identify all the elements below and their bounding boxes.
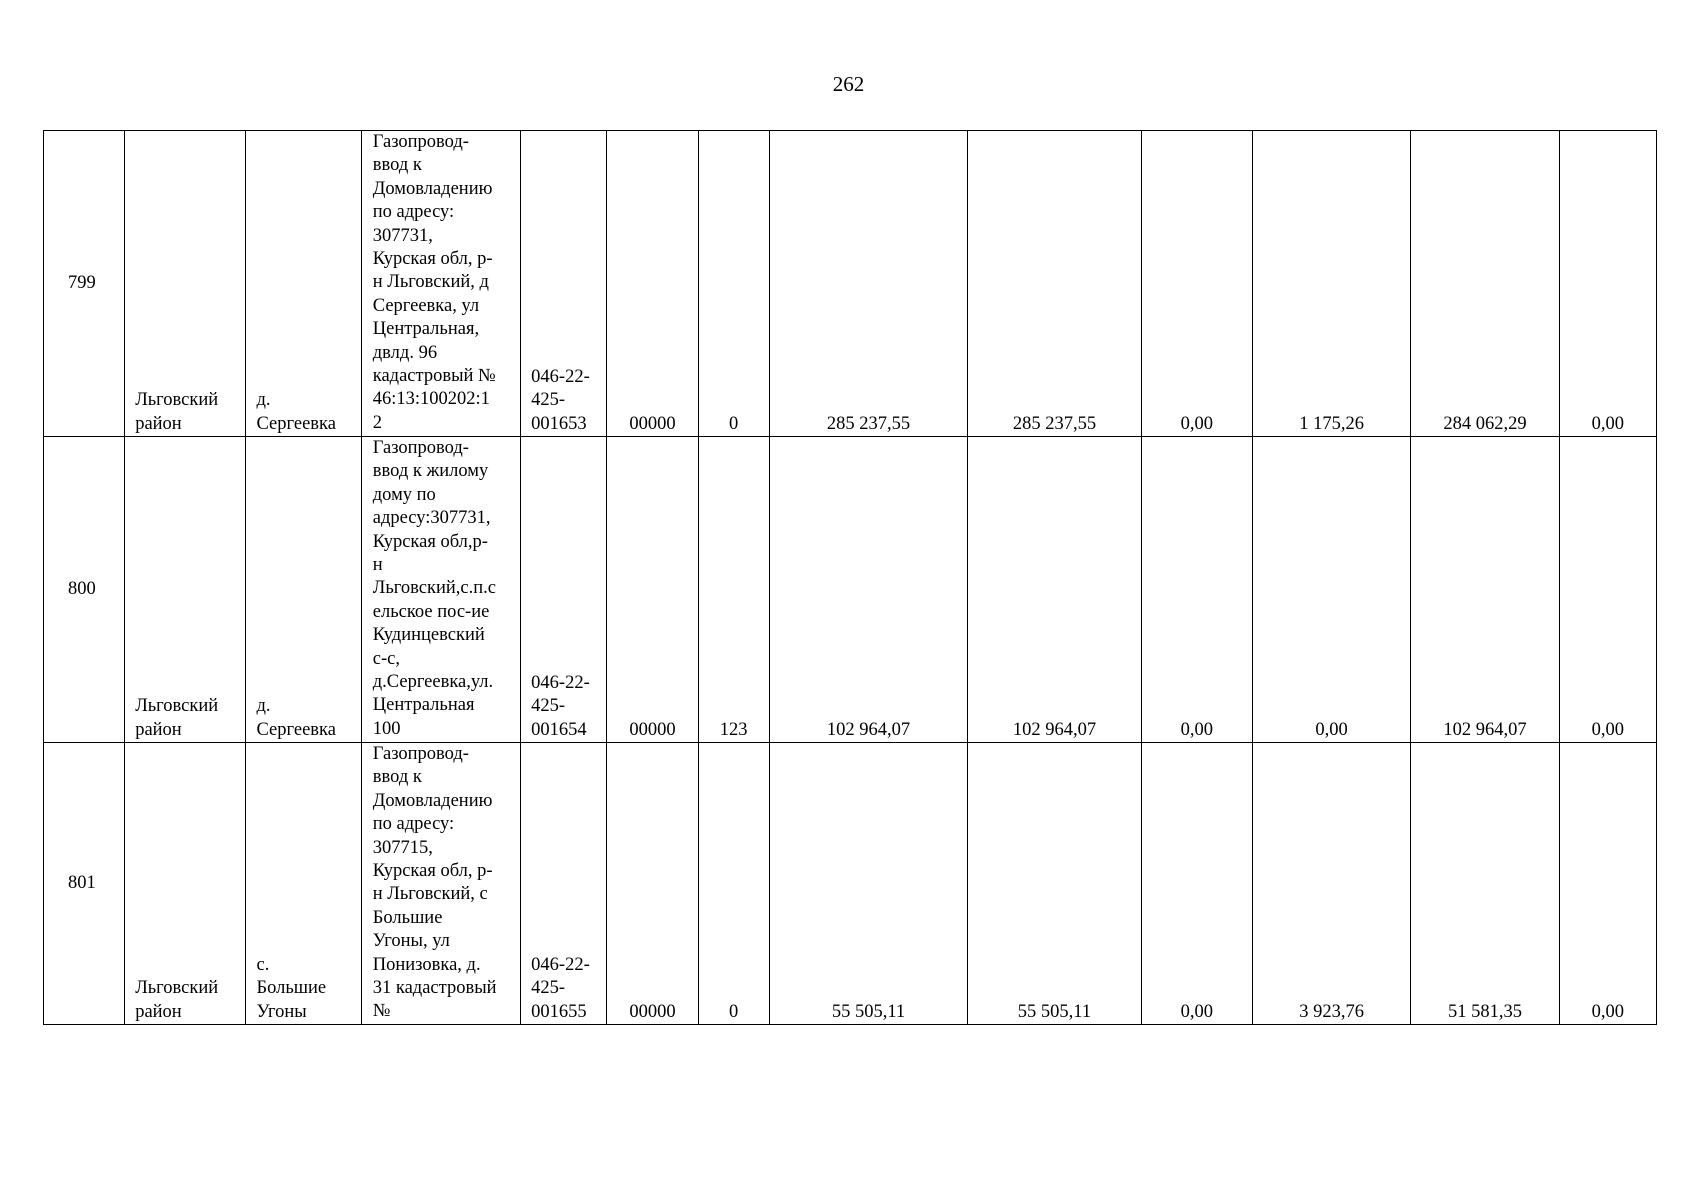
amount-cell [769, 743, 967, 1025]
amount-cell [968, 437, 1141, 743]
settlement-text: д. Сергеевка [256, 390, 336, 434]
amount-text: 102 964,07 [826, 719, 911, 740]
amount-text: 0,00 [1180, 1001, 1213, 1022]
district-text: Льговский район [135, 696, 219, 740]
quantity-text: 123 [719, 719, 748, 740]
amount-cell [1252, 743, 1410, 1025]
amount-text: 51 581,35 [1447, 1001, 1522, 1022]
code-cell [607, 743, 698, 1025]
amount-cell [968, 743, 1141, 1025]
inventory-code-text: 046-22- 425- 001653 [531, 366, 590, 434]
district-text: Льговский район [135, 978, 219, 1022]
row-number-cell [44, 131, 125, 437]
amount-text: 102 964,07 [1443, 719, 1527, 740]
row-number-text: 799 [68, 272, 96, 293]
code-cell [607, 437, 698, 743]
amount-cell [1252, 131, 1410, 437]
amount-text: 3 923,76 [1299, 1001, 1364, 1022]
object-name-cell [361, 131, 520, 437]
amount-text: 1 175,26 [1299, 413, 1364, 434]
settlement-cell [246, 743, 361, 1025]
object-name-text: Газопровод- ввод к жилому дому по адресу:307731, Курская обл,р- н Льговский,с.п.с ельское пос-ие Кудинцевский с-с, д.Сергеевка,ул. Центральная 100 [372, 438, 496, 739]
amount-cell [1141, 131, 1252, 437]
inventory-code-cell [521, 437, 607, 743]
amount-text: 55 505,11 [1017, 1001, 1092, 1022]
district-cell [125, 437, 246, 743]
object-name-cell [361, 437, 520, 743]
amount-text: 284 062,29 [1443, 413, 1527, 434]
amount-text: 0,00 [1180, 413, 1213, 434]
amount-text: 285 237,55 [1012, 413, 1097, 434]
quantity-cell [698, 131, 769, 437]
object-name-cell [361, 743, 520, 1025]
row-number-text: 801 [68, 872, 96, 893]
district-text: Льговский район [135, 390, 219, 434]
code-text: 00000 [629, 1001, 676, 1022]
amount-cell [1559, 437, 1656, 743]
amount-cell [1252, 437, 1410, 743]
quantity-cell [698, 437, 769, 743]
amount-cell [1141, 437, 1252, 743]
page-number: 262 [832, 72, 865, 96]
amount-cell [1411, 743, 1559, 1025]
amount-cell [1559, 131, 1656, 437]
amount-text: 0,00 [1315, 719, 1348, 740]
object-name-text: Газопровод- ввод к Домовладению по адресу: 307731, Курская обл, р- н Льговский, д Сергеевка, ул Центральная, двлд. 96 кадастровый № 46:13:100202:1 2 [372, 132, 496, 433]
row-number-text: 800 [68, 578, 96, 599]
settlement-text: с. Большие Угоны [256, 954, 327, 1022]
amount-text: 0,00 [1591, 719, 1625, 740]
table-row [44, 131, 1657, 437]
quantity-cell [698, 743, 769, 1025]
amount-text: 285 237,55 [826, 413, 911, 434]
amount-cell [769, 437, 967, 743]
inventory-code-text: 046-22- 425- 001654 [531, 672, 590, 740]
quantity-text: 0 [729, 413, 739, 434]
inventory-code-cell [521, 743, 607, 1025]
district-cell [125, 131, 246, 437]
amount-text: 102 964,07 [1012, 719, 1097, 740]
quantity-text: 0 [729, 1001, 739, 1022]
code-cell [607, 131, 698, 437]
amount-cell [1141, 743, 1252, 1025]
inventory-code-text: 046-22- 425- 001655 [531, 954, 590, 1022]
table-row [44, 743, 1657, 1025]
amount-text: 0,00 [1591, 1001, 1625, 1022]
district-cell [125, 743, 246, 1025]
settlement-cell [246, 437, 361, 743]
code-text: 00000 [629, 719, 676, 740]
code-text: 00000 [629, 413, 676, 434]
amount-text: 55 505,11 [831, 1001, 906, 1022]
amount-cell [769, 131, 967, 437]
row-number-cell [44, 743, 125, 1025]
amount-cell [1411, 131, 1559, 437]
object-name-text: Газопровод- ввод к Домовладению по адресу: 307715, Курская обл, р- н Льговский, с Большие Угоны, ул Понизовка, д. 31 кадастровый № [372, 744, 497, 1022]
amount-cell [1559, 743, 1656, 1025]
register-table-body [44, 131, 1657, 1025]
inventory-code-cell [521, 131, 607, 437]
amount-text: 0,00 [1591, 413, 1625, 434]
amount-cell [1411, 437, 1559, 743]
table-row [44, 437, 1657, 743]
register-table [43, 130, 1657, 1025]
amount-text: 0,00 [1180, 719, 1213, 740]
settlement-cell [246, 131, 361, 437]
row-number-cell [44, 437, 125, 743]
amount-cell [968, 131, 1141, 437]
settlement-text: д. Сергеевка [256, 696, 336, 740]
